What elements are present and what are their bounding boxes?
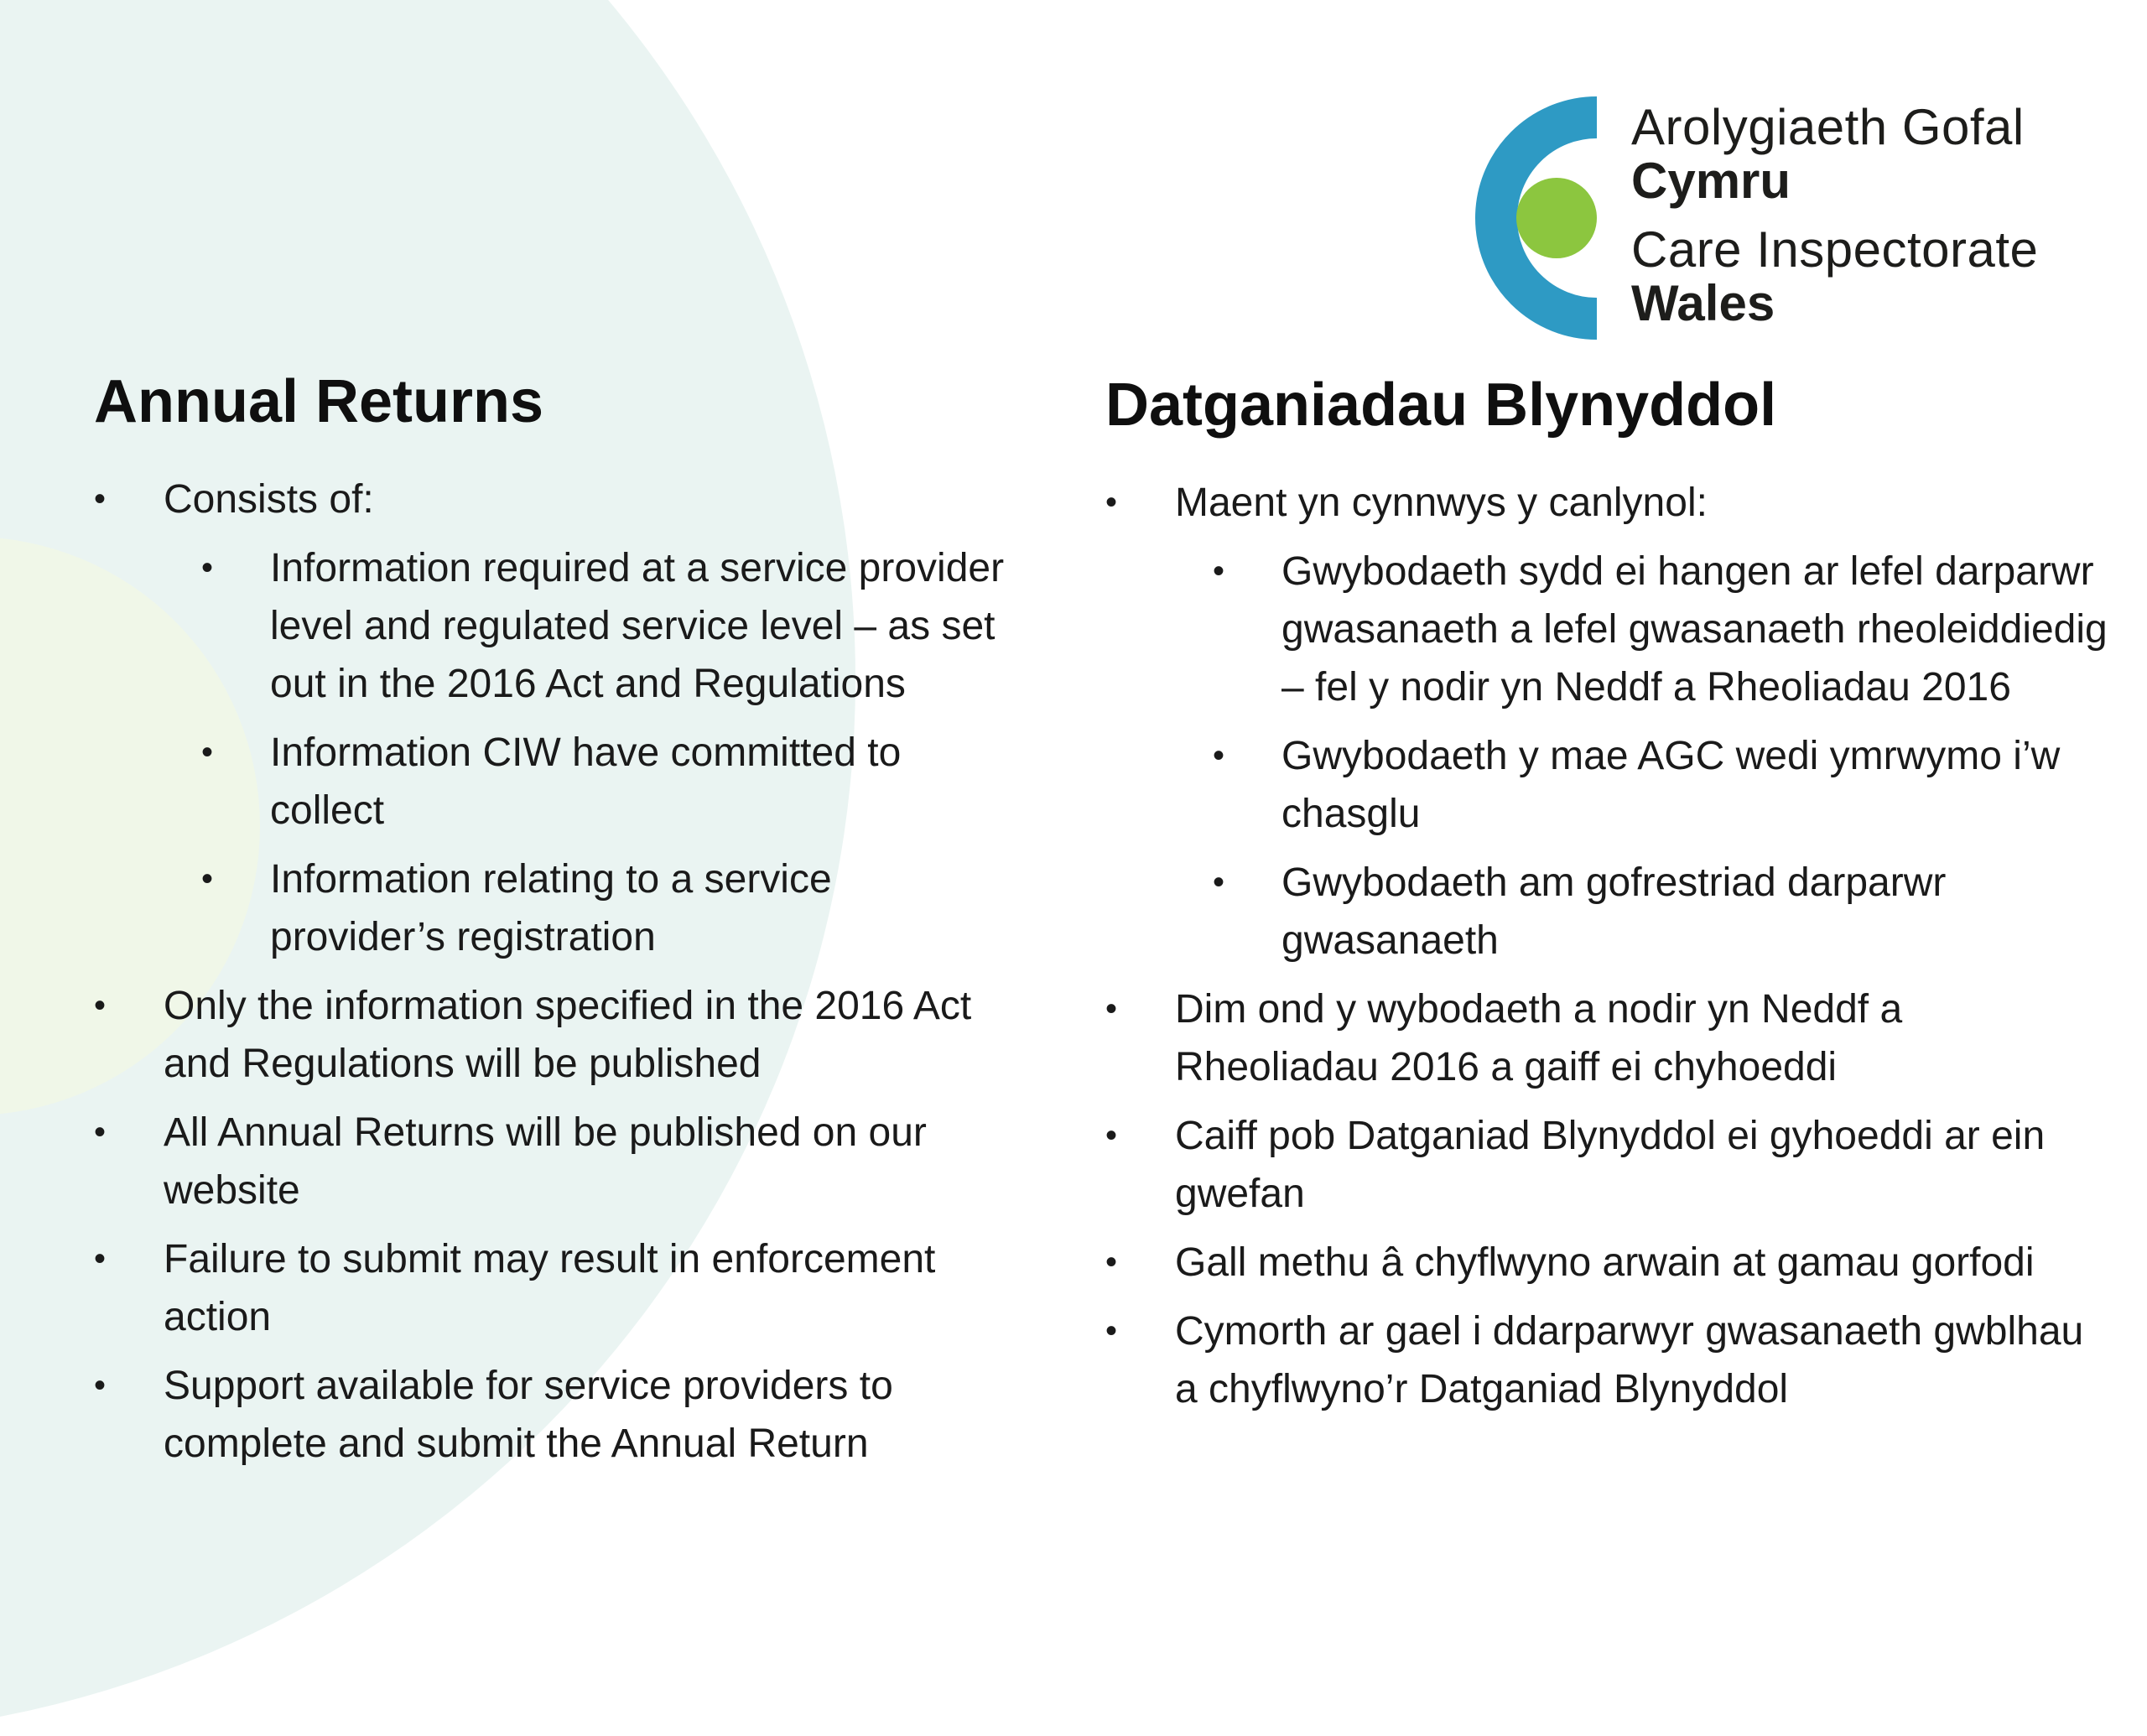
- logo-wordmark: [1631, 101, 2038, 330]
- english-list-item: [94, 1104, 1011, 1219]
- english-list-item: [94, 850, 1008, 966]
- bullet-icon: •: [94, 1114, 107, 1151]
- welsh-list-item: [1105, 1107, 2114, 1223]
- english-list-item-text: Information relating to a service provider’s registration: [270, 857, 832, 959]
- bullet-icon: •: [1213, 737, 1225, 774]
- english-list-item-text: Only the information specified in the 2016 Act and Regulations will be published: [164, 984, 972, 1086]
- welsh-list-item-text: Caiff pob Datganiad Blynyddol ei gyhoeddi ar ein gwefan: [1175, 1114, 2046, 1216]
- logo-text-english-line1: Care Inspectorate: [1631, 221, 2039, 278]
- ciw-logo-mark-icon: [1459, 92, 1610, 344]
- bullet-icon: •: [1105, 1244, 1118, 1281]
- welsh-list-item-text: Gwybodaeth sydd ei hangen ar lefel darparwr gwasanaeth a lefel gwasanaeth rheoleiddiedig – fel y nodir yn Neddf a Rheoliadau 2016: [1281, 549, 2108, 709]
- welsh-column: [1105, 365, 2112, 1429]
- welsh-list-item: [1105, 543, 2120, 716]
- welsh-list-item-text: Gall methu â chyflwyno arwain at gamau gorfodi: [1175, 1240, 2035, 1285]
- welsh-heading: Datganiadau Blynyddol: [1105, 372, 1777, 439]
- bullet-icon: •: [94, 481, 107, 517]
- english-list-item-text: Failure to submit may result in enforcement action: [164, 1237, 936, 1339]
- english-list-item-text: Information CIW have committed to collect: [270, 730, 902, 833]
- bullet-icon: •: [201, 734, 214, 771]
- welsh-list-item: [1105, 1302, 2114, 1418]
- english-column: [94, 365, 1058, 1484]
- bullet-icon: •: [1213, 864, 1225, 901]
- welsh-bullet-list: [1105, 474, 2112, 1418]
- bullet-icon: •: [1105, 990, 1118, 1027]
- english-list-item: [94, 724, 1008, 839]
- logo-text-welsh-line1: Arolygiaeth Gofal: [1631, 99, 2025, 155]
- bullet-icon: •: [201, 549, 214, 586]
- english-heading: Annual Returns: [94, 368, 544, 435]
- english-list-item: [94, 470, 1011, 528]
- welsh-list-item: [1105, 1234, 2114, 1292]
- english-list-item-text: All Annual Returns will be published on our website: [164, 1110, 927, 1213]
- english-list-item: [94, 539, 1008, 713]
- bullet-icon: •: [1105, 1117, 1118, 1154]
- welsh-list-item: [1105, 854, 2120, 969]
- english-list-item: [94, 1357, 1011, 1473]
- english-list-item: [94, 1230, 1011, 1346]
- bullet-icon: •: [94, 987, 107, 1024]
- welsh-list-item-text: Gwybodaeth am gofrestriad darparwr gwasanaeth: [1281, 860, 1947, 963]
- welsh-list-item-text: Maent yn cynnwys y canlynol:: [1175, 481, 1708, 525]
- bullet-icon: •: [1105, 1312, 1118, 1349]
- bullet-icon: •: [94, 1240, 107, 1277]
- logo-text-english-line2: Wales: [1631, 275, 1775, 331]
- welsh-list-item: [1105, 980, 2114, 1096]
- welsh-list-item-text: Gwybodaeth y mae AGC wedi ymrwymo i’w chasglu: [1281, 734, 2061, 836]
- bullet-icon: •: [94, 1367, 107, 1404]
- logo-text-welsh-line2: Cymru: [1631, 153, 1791, 209]
- welsh-list-item-text: Dim ond y wybodaeth a nodir yn Neddf a Rheoliadau 2016 a gaiff ei chyhoeddi: [1175, 987, 1903, 1089]
- english-list-item-text: Information required at a service provider level and regulated service level – as set out in the 2016 Act and Regulations: [270, 546, 1005, 706]
- english-list-item-text: Consists of:: [164, 477, 374, 522]
- english-list-item: [94, 977, 1011, 1093]
- english-bullet-list: [94, 470, 1058, 1473]
- welsh-list-item-text: Cymorth ar gael i ddarparwyr gwasanaeth gwblhau a chyflwyno’r Datganiad Blynyddol: [1175, 1309, 2084, 1411]
- ciw-logo: [1459, 92, 2113, 344]
- english-list-item-text: Support available for service providers to complete and submit the Annual Return: [164, 1364, 893, 1466]
- welsh-list-item: [1105, 474, 2114, 532]
- bullet-icon: •: [201, 860, 214, 897]
- bullet-icon: •: [1213, 553, 1225, 590]
- welsh-list-item: [1105, 727, 2120, 843]
- bullet-icon: •: [1105, 484, 1118, 521]
